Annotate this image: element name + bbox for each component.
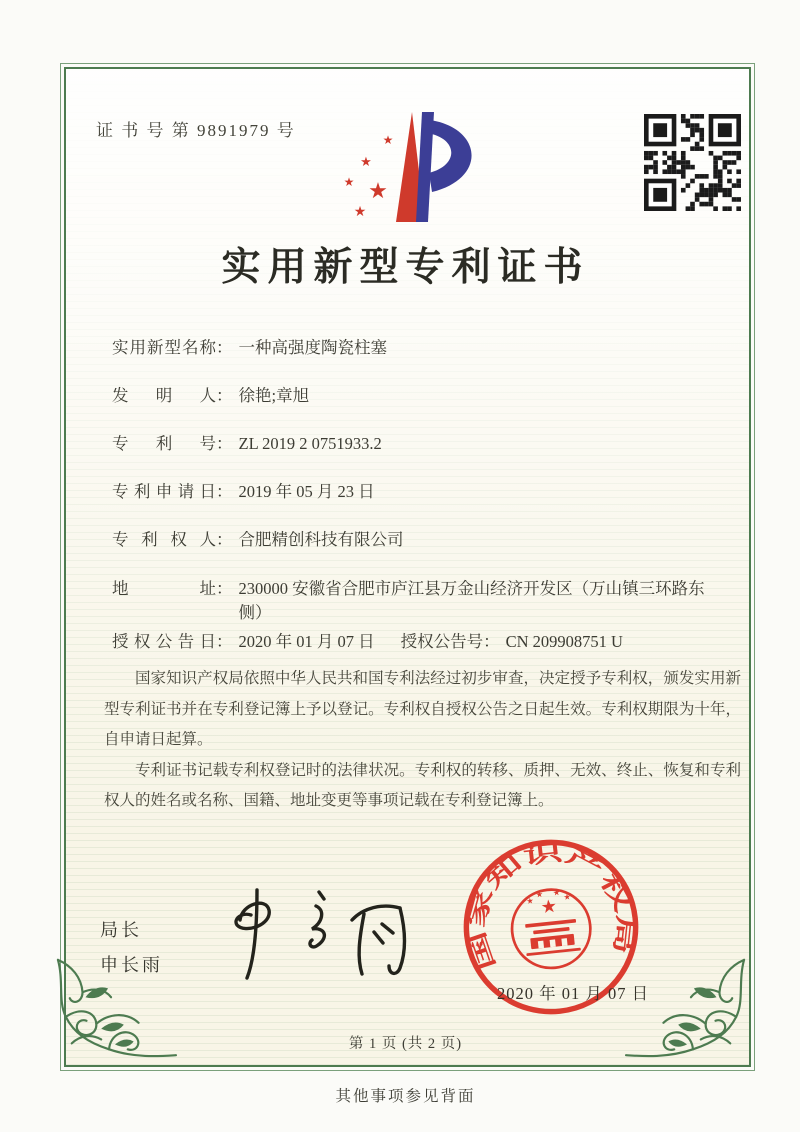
field-row-grant: 授权公告日： 2020 年 01 月 07 日 授权公告号： CN 209908751 U [112,632,623,651]
field-label: 专利号 [112,434,216,453]
grant-number-value: CN 209908751 U [505,632,623,651]
field-label: 专利权人 [112,530,216,549]
field-label: 地址 [112,579,216,598]
svg-text:★: ★ [343,175,355,189]
svg-text:★: ★ [535,888,544,900]
field-list [112,337,732,679]
director-name: 申长雨 [100,955,163,975]
field-row-patent-number: 专利号： ZL 2019 2 0751933.2 [112,434,382,453]
svg-text:★: ★ [525,895,535,906]
svg-text:★: ★ [562,891,572,903]
cnipa-logo-icon [336,108,486,228]
legal-paragraph-2: 专利证书记载专利权登记时的法律状况。专利权的转移、质押、无效、终止、恢复和专利权人的姓名或名称、国籍、地址变更等事项记载在专利登记簿上。 [104,761,741,809]
svg-text:★: ★ [539,895,559,919]
director-title: 局长 [100,920,142,940]
field-row-inventor: 发明人： 徐艳;章旭 [112,386,310,405]
field-value: 合肥精创科技有限公司 [238,530,404,549]
certificate-title: 实用新型专利证书 [221,246,590,289]
field-value: 2019 年 05 月 23 日 [238,482,375,501]
legal-text [104,664,741,817]
field-value: ZL 2019 2 0751933.2 [238,434,382,453]
grant-number-label: 授权公告号 [400,632,484,651]
field-row-patentee: 专利权人： 合肥精创科技有限公司 [112,530,404,549]
field-row-invention-name: 实用新型名称： 一种高强度陶瓷柱塞 [112,338,387,357]
field-value: 徐艳;章旭 [238,386,310,405]
field-row-address: 地址： 230000 安徽省合肥市庐江县万金山经济开发区（万山镇三环路东侧） [112,577,732,625]
svg-text:★: ★ [353,204,367,220]
field-value: 230000 安徽省合肥市庐江县万金山经济开发区（万山镇三环路东侧） [238,579,705,622]
director-signature-icon [212,880,427,985]
seal-grant-date: 2020 年 01 月 07 日 [497,984,650,1003]
field-label: 实用新型名称 [112,338,216,357]
field-value: 一种高强度陶瓷柱塞 [238,338,387,357]
svg-text:★: ★ [382,133,394,147]
national-emblem-icon [508,884,594,972]
svg-text:★: ★ [368,179,388,204]
qr-code-icon [644,114,741,211]
field-label: 发明人 [112,386,216,405]
seal-ring-text: 国家知识产权局 [463,841,639,974]
legal-paragraph-1: 国家知识产权局依照中华人民共和国专利法经过初步审查，决定授予专利权，颁发实用新型专利证书并在专利登记簿上予以登记。专利权自授权公告之日起生效。专利权期限为十年，自申请日起算。 [104,670,741,748]
field-label: 授权公告日 [112,632,216,651]
certificate-number: 证 书 号 第 9891979 号 [96,121,296,140]
svg-text:★: ★ [552,886,561,898]
page-number: 第 1 页 (共 2 页) [348,1036,463,1052]
svg-text:★: ★ [360,155,372,170]
reverse-side-note: 其他事项参见背面 [335,1088,476,1105]
field-row-filing-date: 专利申请日： 2019 年 05 月 23 日 [112,482,375,501]
field-label: 专利申请日 [112,482,216,501]
grant-date-value: 2020 年 01 月 07 日 [238,632,375,651]
